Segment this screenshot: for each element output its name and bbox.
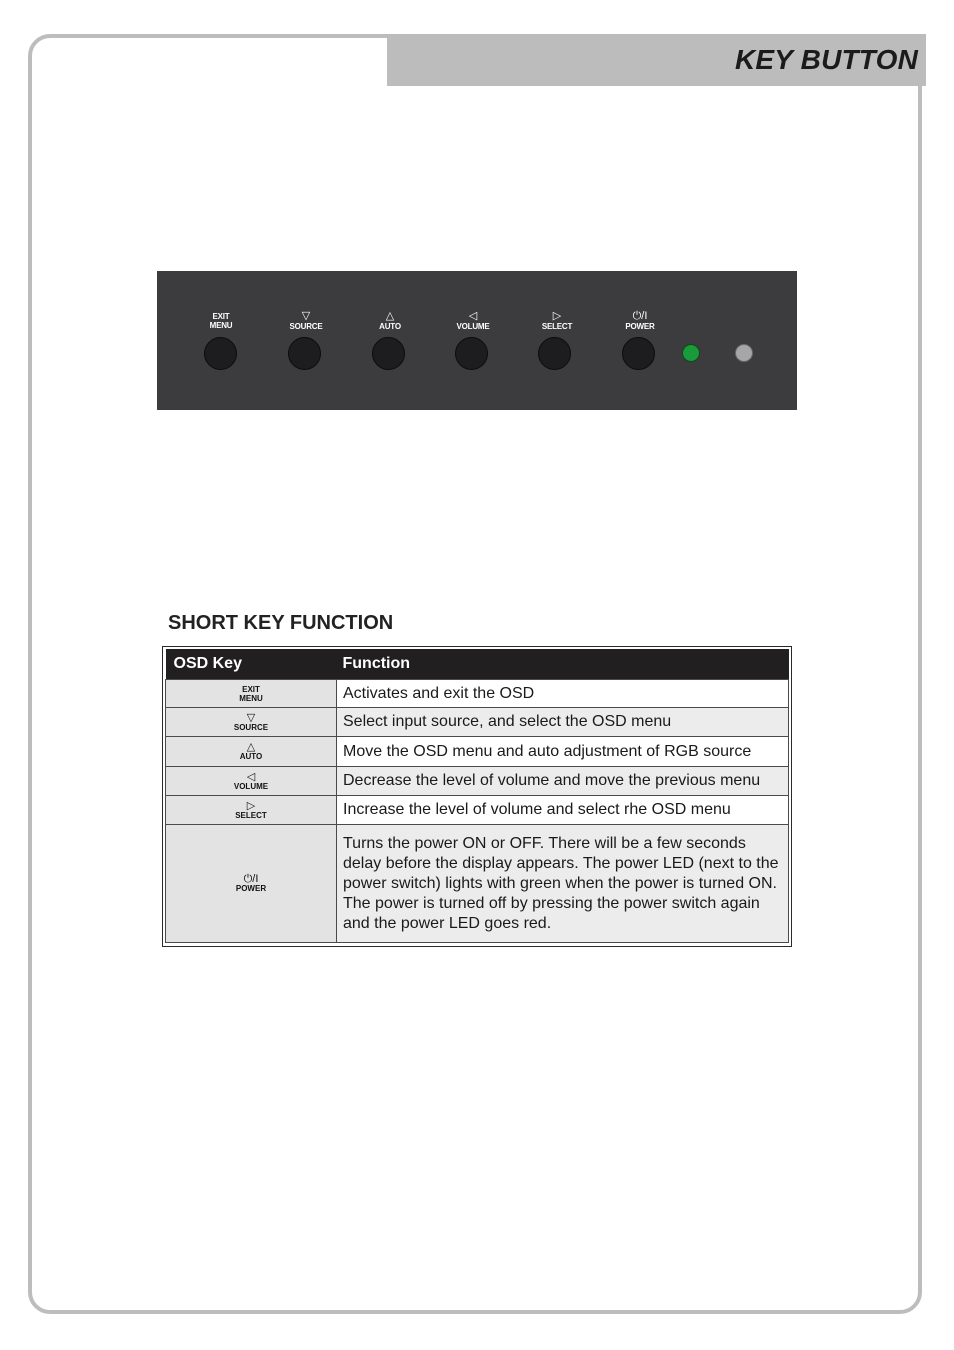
- function-cell: Decrease the level of volume and move the previous menu: [337, 767, 789, 796]
- right-triangle-icon: ▷: [552, 310, 562, 322]
- source-key-label: SOURCE: [233, 722, 269, 732]
- power-key-label: [610, 311, 670, 331]
- short-key-table: [162, 646, 792, 947]
- power-icon: ⏻/I: [632, 310, 648, 322]
- function-table: [165, 649, 789, 943]
- power-icon: ⏻/I: [243, 873, 259, 885]
- page-title: KEY BUTTON: [735, 44, 918, 75]
- volume-button[interactable]: [455, 337, 488, 370]
- osd-key-cell: [166, 708, 337, 737]
- key-label: AUTO: [379, 322, 401, 331]
- table-row: [166, 680, 789, 708]
- right-triangle-icon: ▷: [246, 799, 256, 812]
- key-button-panel: [157, 271, 797, 410]
- standby-led-gray: [735, 344, 753, 362]
- function-cell: Move the OSD menu and auto adjustment of RGB source: [337, 737, 789, 767]
- left-triangle-icon: ◁: [246, 770, 256, 783]
- exit-menu-button[interactable]: [204, 337, 237, 370]
- table-row: [166, 796, 789, 825]
- auto-key-label: AUTO: [239, 752, 263, 761]
- header-tab: [387, 34, 926, 86]
- section-title: SHORT KEY FUNCTION: [168, 612, 394, 634]
- auto-key-label: [360, 311, 420, 331]
- osd-key-cell: [166, 737, 337, 767]
- key-label: SOURCE: [289, 322, 323, 331]
- down-triangle-icon: ▽: [246, 711, 256, 724]
- source-key-label: [276, 311, 336, 331]
- function-cell: Increase the level of volume and select rhe OSD menu: [337, 796, 789, 825]
- function-cell: Activates and exit the OSD: [337, 680, 789, 708]
- up-triangle-icon: △: [246, 741, 256, 753]
- header-osd-key: OSD Key: [166, 649, 337, 680]
- osd-key-cell: [166, 680, 337, 708]
- source-button[interactable]: [288, 337, 321, 370]
- left-triangle-icon: ◁: [468, 310, 478, 322]
- down-triangle-icon: ▽: [301, 310, 311, 322]
- power-key-label: POWER: [235, 884, 267, 893]
- select-key-label: [527, 311, 587, 331]
- osd-key-cell: [166, 767, 337, 796]
- volume-key-label: VOLUME: [233, 781, 269, 791]
- power-led-green: [682, 344, 700, 362]
- key-label: VOLUME: [456, 322, 490, 331]
- table-header-row: [166, 649, 789, 680]
- power-button[interactable]: [622, 337, 655, 370]
- table-row: [166, 708, 789, 737]
- exit-menu-key-label: [191, 311, 251, 330]
- osd-key-cell: [166, 796, 337, 825]
- key-label: POWER: [625, 322, 655, 331]
- up-triangle-icon: △: [385, 310, 395, 322]
- key-label: EXIT MENU: [209, 312, 233, 330]
- header-function: Function: [337, 649, 789, 680]
- volume-key-label: [443, 311, 503, 331]
- select-button[interactable]: [538, 337, 571, 370]
- table-row: [166, 737, 789, 767]
- auto-button[interactable]: [372, 337, 405, 370]
- key-label: SELECT: [541, 322, 573, 331]
- osd-key-cell: [166, 825, 337, 943]
- function-cell: Select input source, and select the OSD menu: [337, 708, 789, 737]
- table-row: [166, 825, 789, 943]
- function-cell: Turns the power ON or OFF. There will be a few seconds delay before the display appears. The power LED (next to the power switch) lights with green when the power is turned ON. The power is turned off by pressing the power switch again and the power LED goes red.: [337, 825, 789, 943]
- exit-menu-key-label: EXIT MENU: [239, 684, 263, 703]
- select-key-label: SELECT: [235, 810, 267, 820]
- table-row: [166, 767, 789, 796]
